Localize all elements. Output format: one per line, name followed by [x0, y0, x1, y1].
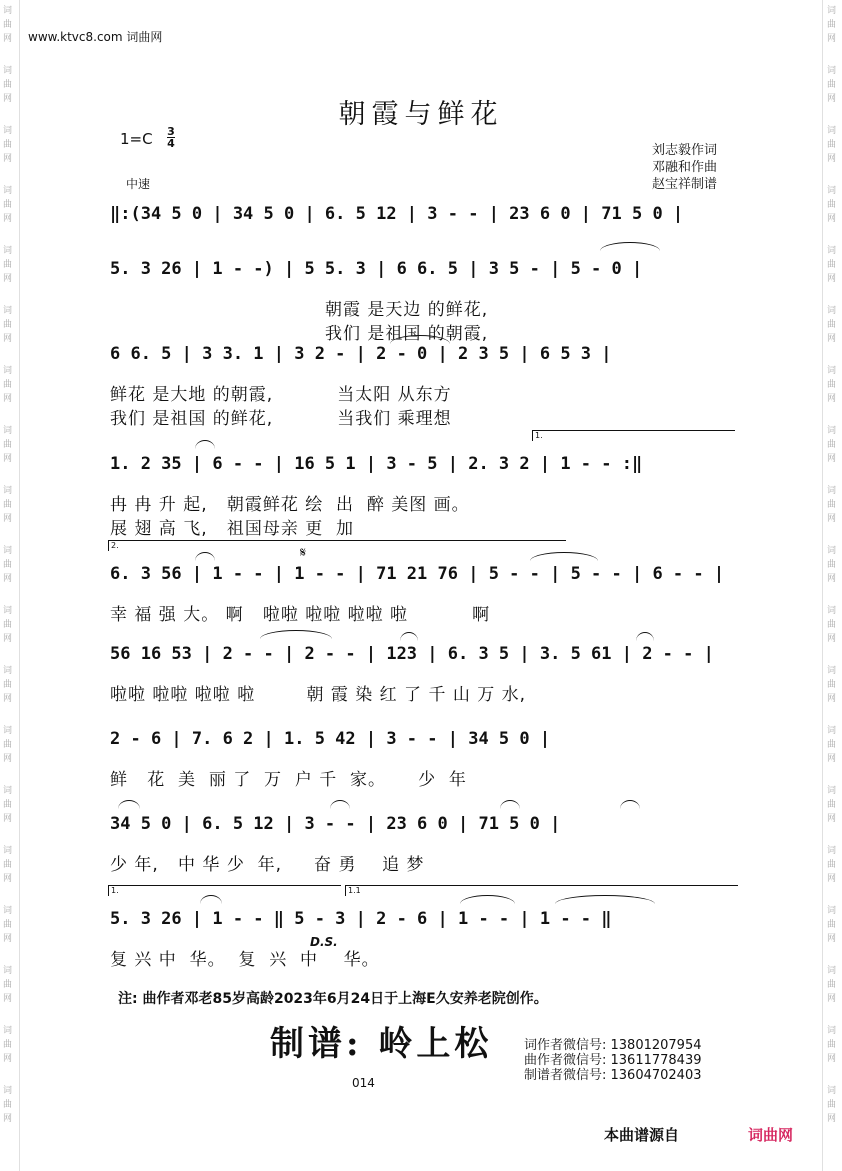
- time-sig-top: 3: [167, 125, 175, 138]
- watermark-char: 网: [827, 334, 837, 344]
- watermark-char: 词: [3, 246, 13, 256]
- lyric-line: 冉 冉 升 起, 朝霞鲜花 绘 出 醉 美图 画。: [110, 495, 470, 515]
- watermark-char: 曲: [827, 140, 837, 150]
- ds-marking: D.S.: [310, 935, 338, 949]
- watermark-char: 曲: [827, 1100, 837, 1110]
- watermark-char: 曲: [827, 500, 837, 510]
- watermark-char: 词: [827, 606, 837, 616]
- lyric-line: 我们 是祖国 的朝霞,: [325, 324, 489, 344]
- watermark-char: 网: [827, 574, 837, 584]
- watermark-char: 曲: [827, 80, 837, 90]
- watermark-char: 网: [827, 994, 837, 1004]
- watermark-char: 词: [3, 906, 13, 916]
- watermark-char: 曲: [3, 440, 13, 450]
- watermark-char: 网: [3, 994, 13, 1004]
- watermark-char: 网: [3, 1114, 13, 1124]
- watermark-char: 曲: [3, 380, 13, 390]
- watermark-char: 词: [827, 1026, 837, 1036]
- watermark-char: 网: [3, 454, 13, 464]
- watermark-char: 网: [3, 814, 13, 824]
- lyric-line: 展 翅 高 飞, 祖国母亲 更 加: [110, 519, 355, 539]
- watermark-char: 曲: [3, 620, 13, 630]
- footer-brand-link[interactable]: 词曲网: [748, 1126, 794, 1144]
- tie-arc: [500, 800, 520, 809]
- watermark-char: 词: [3, 426, 13, 436]
- watermark-char: 词: [3, 486, 13, 496]
- volta-bracket: 1.1: [345, 885, 738, 896]
- lyric-line: 朝霞 是天边 的鲜花,: [325, 300, 489, 320]
- watermark-char: 网: [827, 814, 837, 824]
- music-row: 2 - 6 | 7. 6 2 | 1. 5 42 | 3 - - | 34 5 0 |: [110, 729, 551, 749]
- watermark-char: 词: [827, 786, 837, 796]
- watermark-char: 曲: [3, 1100, 13, 1110]
- watermark-char: 词: [3, 366, 13, 376]
- music-row: 6. 3 56 | 1 - - | 1 - - | 71 21 76 | 5 - - | 5 - - | 6 - - |: [110, 564, 725, 584]
- lyric-line: 鲜 花 美 丽 了 万 户 千 家。 少 年: [110, 770, 467, 790]
- watermark-char: 词: [827, 426, 837, 436]
- watermark-char: 曲: [3, 20, 13, 30]
- watermark-char: 曲: [827, 740, 837, 750]
- watermark-char: 网: [827, 874, 837, 884]
- watermark-char: 曲: [827, 680, 837, 690]
- watermark-char: 曲: [3, 1040, 13, 1050]
- lyric-line: 幸 福 强 大。 啊 啦啦 啦啦 啦啦 啦 啊: [110, 605, 491, 625]
- watermark-char: 词: [3, 786, 13, 796]
- watermark-char: 曲: [3, 560, 13, 570]
- music-row: 34 5 0 | 6. 5 12 | 3 - - | 23 6 0 | 71 5 0 |: [110, 814, 561, 834]
- lyric-line: 鲜花 是大地 的朝霞, 当太阳 从东方: [110, 385, 452, 405]
- lyric-line: 我们 是祖国 的鲜花, 当我们 乘理想: [110, 409, 452, 429]
- volta-bracket: 2.: [108, 540, 566, 551]
- tie-arc: [400, 632, 418, 641]
- watermark-char: 网: [827, 694, 837, 704]
- watermark-char: 曲: [3, 680, 13, 690]
- watermark-char: 曲: [827, 560, 837, 570]
- watermark-char: 网: [3, 394, 13, 404]
- watermark-char: 网: [3, 514, 13, 524]
- page-number: 014: [352, 1076, 375, 1090]
- tie-arc: [260, 630, 332, 639]
- watermark-char: 词: [3, 726, 13, 736]
- tempo-marking: 中速: [126, 177, 151, 191]
- watermark-char: 网: [3, 934, 13, 944]
- watermark-char: 曲: [827, 800, 837, 810]
- watermark-char: 网: [827, 514, 837, 524]
- watermark-char: 词: [827, 486, 837, 496]
- watermark-char: 词: [3, 846, 13, 856]
- tie-arc: [636, 632, 654, 641]
- tie-arc: [530, 552, 598, 561]
- watermark-char: 曲: [3, 500, 13, 510]
- watermark-char: 网: [3, 34, 13, 44]
- tie-arc: [200, 895, 222, 904]
- watermark-char: 网: [3, 274, 13, 284]
- watermark-char: 曲: [827, 860, 837, 870]
- site-header[interactable]: www.ktvc8.com 词曲网: [28, 30, 163, 44]
- watermark-char: 网: [3, 874, 13, 884]
- watermark-char: 词: [827, 726, 837, 736]
- volta-bracket: 1.: [532, 430, 735, 441]
- watermark-char: 网: [827, 634, 837, 644]
- watermark-char: 曲: [3, 860, 13, 870]
- watermark-char: 曲: [3, 980, 13, 990]
- wechat-contacts: [524, 1038, 702, 1083]
- watermark-char: 网: [3, 1054, 13, 1064]
- watermark-char: 词: [827, 6, 837, 16]
- watermark-char: 词: [3, 306, 13, 316]
- watermark-char: 网: [827, 934, 837, 944]
- segno-sign: 𝄋: [300, 545, 307, 561]
- key-signature: 1=C: [120, 130, 153, 148]
- watermark-char: 词: [3, 126, 13, 136]
- watermark-char: 网: [3, 154, 13, 164]
- watermark-char: 曲: [827, 20, 837, 30]
- tie-arc: [600, 242, 660, 251]
- tie-arc: [195, 552, 215, 561]
- watermark-char: 曲: [3, 920, 13, 930]
- composer-credit: 邓融和作曲: [652, 160, 718, 175]
- watermark-char: 曲: [827, 920, 837, 930]
- watermark-char: 网: [827, 1054, 837, 1064]
- time-sig-bottom: 4: [167, 137, 175, 150]
- watermark-char: 曲: [3, 260, 13, 270]
- watermark-char: 网: [827, 274, 837, 284]
- watermark-char: 曲: [3, 740, 13, 750]
- tie-arc: [460, 895, 515, 904]
- watermark-char: 网: [827, 214, 837, 224]
- watermark-char: 词: [3, 1026, 13, 1036]
- watermark-char: 网: [3, 94, 13, 104]
- arranger-wechat: 制谱者微信号: 13604702403: [524, 1068, 702, 1083]
- music-row: 1. 2 35 | 6 - - | 16 5 1 | 3 - 5 | 2. 3 2 | 1 - - :‖: [110, 454, 643, 474]
- watermark-char: 网: [827, 94, 837, 104]
- watermark-char: 网: [3, 754, 13, 764]
- music-row: 5. 3 26 | 1 - - ‖ 5 - 3 | 2 - 6 | 1 - - | 1 - - ‖: [110, 909, 612, 929]
- watermark-char: 词: [827, 966, 837, 976]
- composer-wechat: 曲作者微信号: 13611778439: [524, 1053, 702, 1068]
- watermark-char: 网: [3, 214, 13, 224]
- tie-arc: [620, 800, 640, 809]
- lyric-line: 啦啦 啦啦 啦啦 啦 朝 霞 染 红 了 千 山 万 水,: [110, 685, 527, 705]
- watermark-char: 曲: [3, 140, 13, 150]
- watermark-char: 网: [3, 574, 13, 584]
- tie-arc: [555, 895, 655, 904]
- watermark-char: 曲: [3, 200, 13, 210]
- signature: 制谱: 岭上松: [270, 1024, 493, 1064]
- watermark-char: 词: [3, 1086, 13, 1096]
- watermark-char: 曲: [827, 320, 837, 330]
- music-row: 6 6. 5 | 3 3. 1 | 3 2 - | 2 - 0 | 2 3 5 | 6 5 3 |: [110, 344, 612, 364]
- lyricist-credit: 刘志毅作词: [652, 143, 718, 158]
- watermark-char: 词: [827, 846, 837, 856]
- watermark-char: 词: [827, 66, 837, 76]
- watermark-char: 词: [827, 186, 837, 196]
- lyricist-wechat: 词作者微信号: 13801207954: [524, 1038, 702, 1053]
- watermark-char: 曲: [3, 800, 13, 810]
- watermark-char: 词: [827, 906, 837, 916]
- watermark-char: 网: [827, 1114, 837, 1124]
- watermark-char: 曲: [827, 1040, 837, 1050]
- watermark-char: 词: [827, 1086, 837, 1096]
- watermark-char: 曲: [827, 620, 837, 630]
- watermark-char: 词: [827, 306, 837, 316]
- lyric-line: 少 年, 中 华 少 年, 奋 勇 追 梦: [110, 855, 425, 875]
- watermark-char: 词: [3, 6, 13, 16]
- watermark-char: 词: [827, 546, 837, 556]
- arranger-credit: 赵宝祥制谱: [652, 177, 718, 192]
- watermark-char: 曲: [3, 80, 13, 90]
- watermark-char: 曲: [827, 980, 837, 990]
- lyric-line: 复 兴 中 华。 复 兴 中 华。: [110, 950, 380, 970]
- watermark-char: 网: [3, 634, 13, 644]
- watermark-char: 曲: [827, 260, 837, 270]
- tie-arc: [195, 440, 215, 449]
- watermark-char: 曲: [827, 440, 837, 450]
- music-row: 5. 3 26 | 1 - -) | 5 5. 3 | 6 6. 5 | 3 5 - | 5 - 0 |: [110, 259, 643, 279]
- footer-source-text: 本曲谱源自: [604, 1126, 680, 1144]
- watermark-char: 网: [827, 454, 837, 464]
- tie-arc: [330, 800, 350, 809]
- watermark-char: 词: [827, 666, 837, 676]
- watermark-char: 词: [3, 66, 13, 76]
- song-title: 朝霞与鲜花: [338, 99, 504, 130]
- music-row: 56 16 53 | 2 - - | 2 - - | 123 | 6. 3 5 | 3. 5 61 | 2 - - |: [110, 644, 714, 664]
- watermark-char: 曲: [827, 380, 837, 390]
- watermark-char: 曲: [827, 200, 837, 210]
- watermark-char: 词: [827, 246, 837, 256]
- composer-note: 注: 曲作者邓老85岁高龄2023年6月24日于上海E久安养老院创作。: [118, 991, 548, 1007]
- watermark-char: 词: [827, 366, 837, 376]
- watermark-char: 网: [3, 694, 13, 704]
- watermark-char: 网: [827, 34, 837, 44]
- watermark-char: 词: [3, 186, 13, 196]
- watermark-char: 词: [3, 966, 13, 976]
- music-row: ‖:(34 5 0 | 34 5 0 | 6. 5 12 | 3 - - | 23 6 0 | 71 5 0 |: [110, 204, 684, 224]
- watermark-char: 网: [827, 394, 837, 404]
- watermark-char: 词: [827, 126, 837, 136]
- watermark-char: 词: [3, 546, 13, 556]
- volta-bracket: 1.: [108, 885, 341, 896]
- watermark-char: 网: [827, 154, 837, 164]
- watermark-char: 网: [827, 754, 837, 764]
- watermark-char: 词: [3, 606, 13, 616]
- tie-arc: [118, 800, 140, 809]
- watermark-char: 曲: [3, 320, 13, 330]
- watermark-char: 网: [3, 334, 13, 344]
- watermark-char: 词: [3, 666, 13, 676]
